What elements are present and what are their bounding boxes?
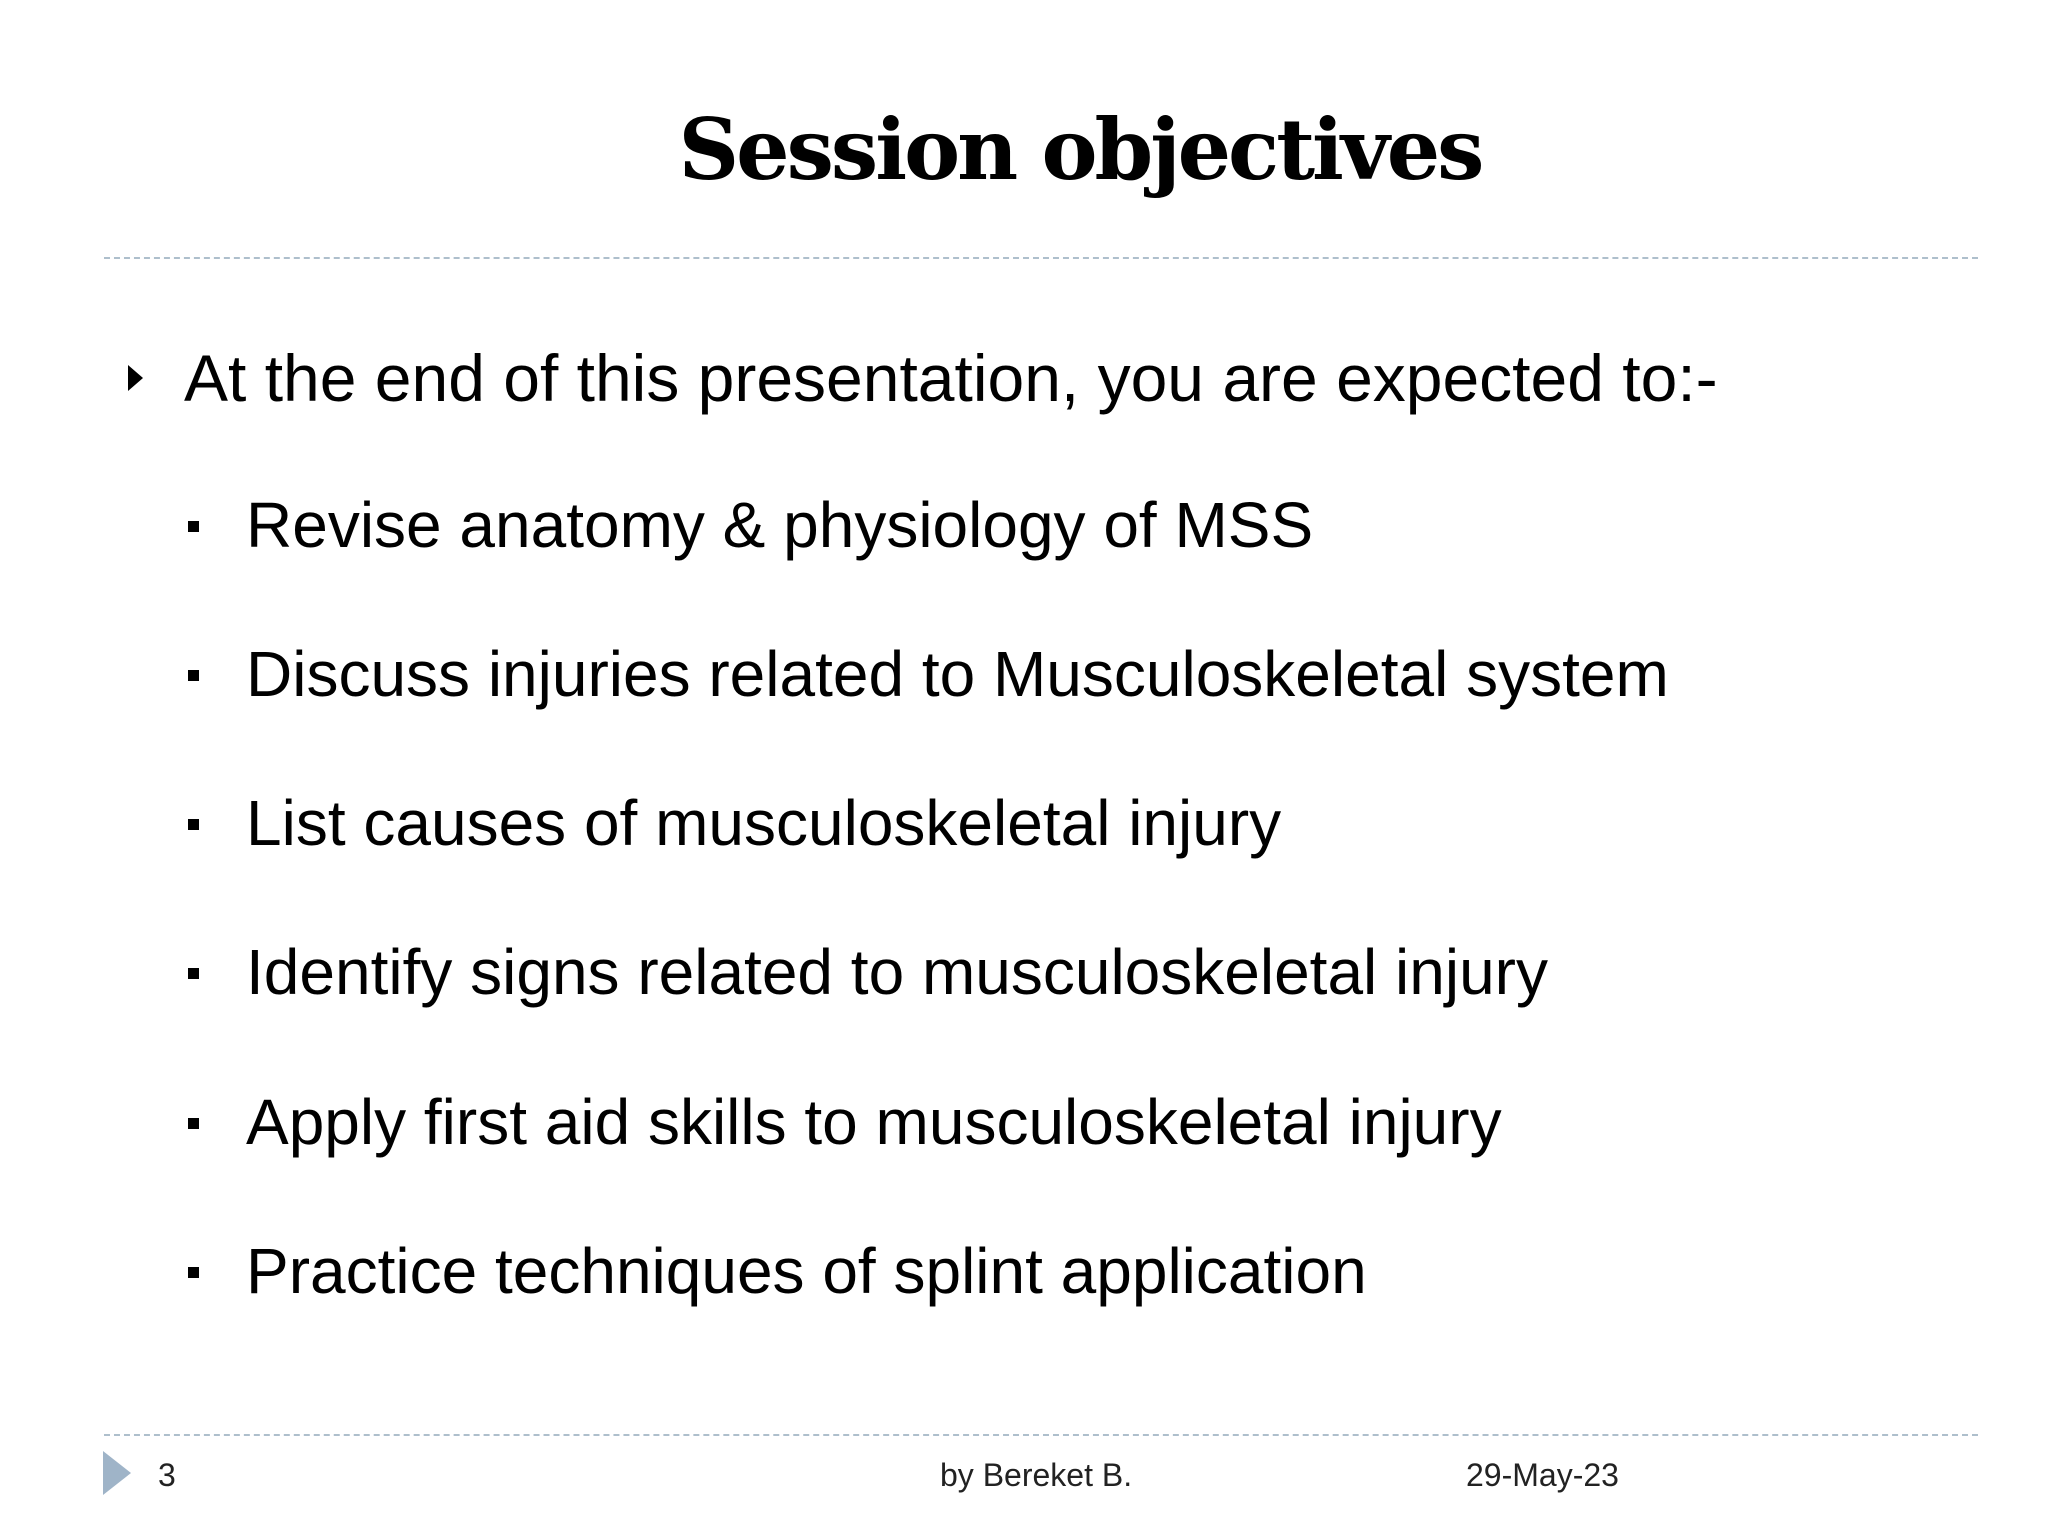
square-bullet-icon bbox=[188, 819, 199, 830]
objective-text: Practice techniques of splint application bbox=[246, 1235, 1367, 1307]
square-bullet-icon bbox=[188, 1267, 199, 1278]
slide-title: Session objectives bbox=[678, 100, 1482, 199]
triangle-bullet-icon bbox=[128, 365, 143, 391]
objective-text: Identify signs related to musculoskeletal injury bbox=[246, 936, 1548, 1008]
footer-date: 29-May-23 bbox=[1466, 1457, 1619, 1493]
page-number: 3 bbox=[158, 1457, 176, 1493]
footer-author: by Bereket B. bbox=[940, 1457, 1133, 1493]
square-bullet-icon bbox=[188, 670, 199, 681]
square-bullet-icon bbox=[188, 1118, 199, 1129]
footer-arrow-icon bbox=[103, 1451, 131, 1495]
objective-text: List causes of musculoskeletal injury bbox=[246, 787, 1282, 859]
square-bullet-icon bbox=[188, 968, 199, 979]
lead-text: At the end of this presentation, you are expected to:- bbox=[184, 341, 1718, 415]
objective-text: Apply first aid skills to musculoskeletal injury bbox=[246, 1086, 1502, 1158]
title-divider bbox=[104, 257, 1978, 259]
square-bullet-icon bbox=[188, 521, 199, 532]
objective-text: Discuss injuries related to Musculoskeletal system bbox=[246, 638, 1669, 710]
objective-text: Revise anatomy & physiology of MSS bbox=[246, 489, 1314, 561]
footer-divider bbox=[104, 1434, 1978, 1436]
